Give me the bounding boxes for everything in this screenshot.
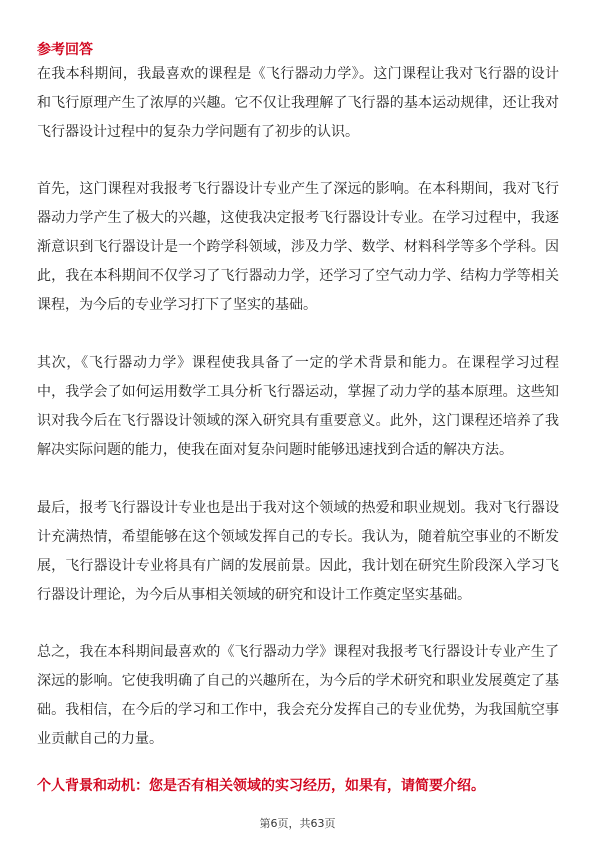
answer-paragraph-4: 最后，报考飞行器设计专业也是出于我对这个领域的热爱和职业规划。我对飞行器设计充满热情，希望能够在这个领域发挥自己的专长。我认为，随着航空事业的不断发展，飞行器设计专业将具有广阔的发展前景。因此，我计划在研究生阶段深入学习飞行器设计理论，为今后从事相关领域的研究和设计工作奠定坚实基础。	[37, 500, 559, 603]
page-number-footer: 第6页，共63页	[259, 817, 336, 830]
answer-paragraph-1: 在我本科期间，我最喜欢的课程是《飞行器动力学》。这门课程让我对飞行器的设计和飞行原理产生了浓厚的兴趣。它不仅让我理解了飞行器的基本运动规律，还让我对飞行器设计过程中的复杂力学问题有了初步的认识。	[37, 66, 559, 140]
answer-paragraph-5: 总之，我在本科期间最喜欢的《飞行器动力学》课程对我报考飞行器设计专业产生了深远的影响。它使我明确了自己的兴趣所在，为今后的学术研究和职业发展奠定了基础。我相信，在今后的学习和工作中，我会充分发挥自己的专业优势，为我国航空事业贡献自己的力量。	[37, 644, 559, 747]
answer-paragraph-2: 首先，这门课程对我报考飞行器设计专业产生了深远的影响。在本科期间，我对飞行器动力学产生了极大的兴趣，这使我决定报考飞行器设计专业。在学习过程中，我逐渐意识到飞行器设计是一个跨学科领域，涉及力学、数学、材料科学等多个学科。因此，我在本科期间不仅学习了飞行器动力学，还学习了空气动力学、结构力学等相关课程，为今后的专业学习打下了坚实的基础。	[37, 181, 559, 313]
next-question-heading: 个人背景和动机：您是否有相关领域的实习经历，如果有，请简要介绍。	[37, 778, 485, 794]
section-heading: 参考回答	[37, 42, 93, 58]
answer-paragraph-3: 其次，《飞行器动力学》课程使我具备了一定的学术背景和能力。在课程学习过程中，我学会了如何运用数学工具分析飞行器运动，掌握了动力学的基本原理。这些知识对我今后在飞行器设计领域的深入研究具有重要意义。此外，这门课程还培养了我解决实际问题的能力，使我在面对复杂问题时能够迅速找到合适的解决方法。	[37, 355, 559, 458]
